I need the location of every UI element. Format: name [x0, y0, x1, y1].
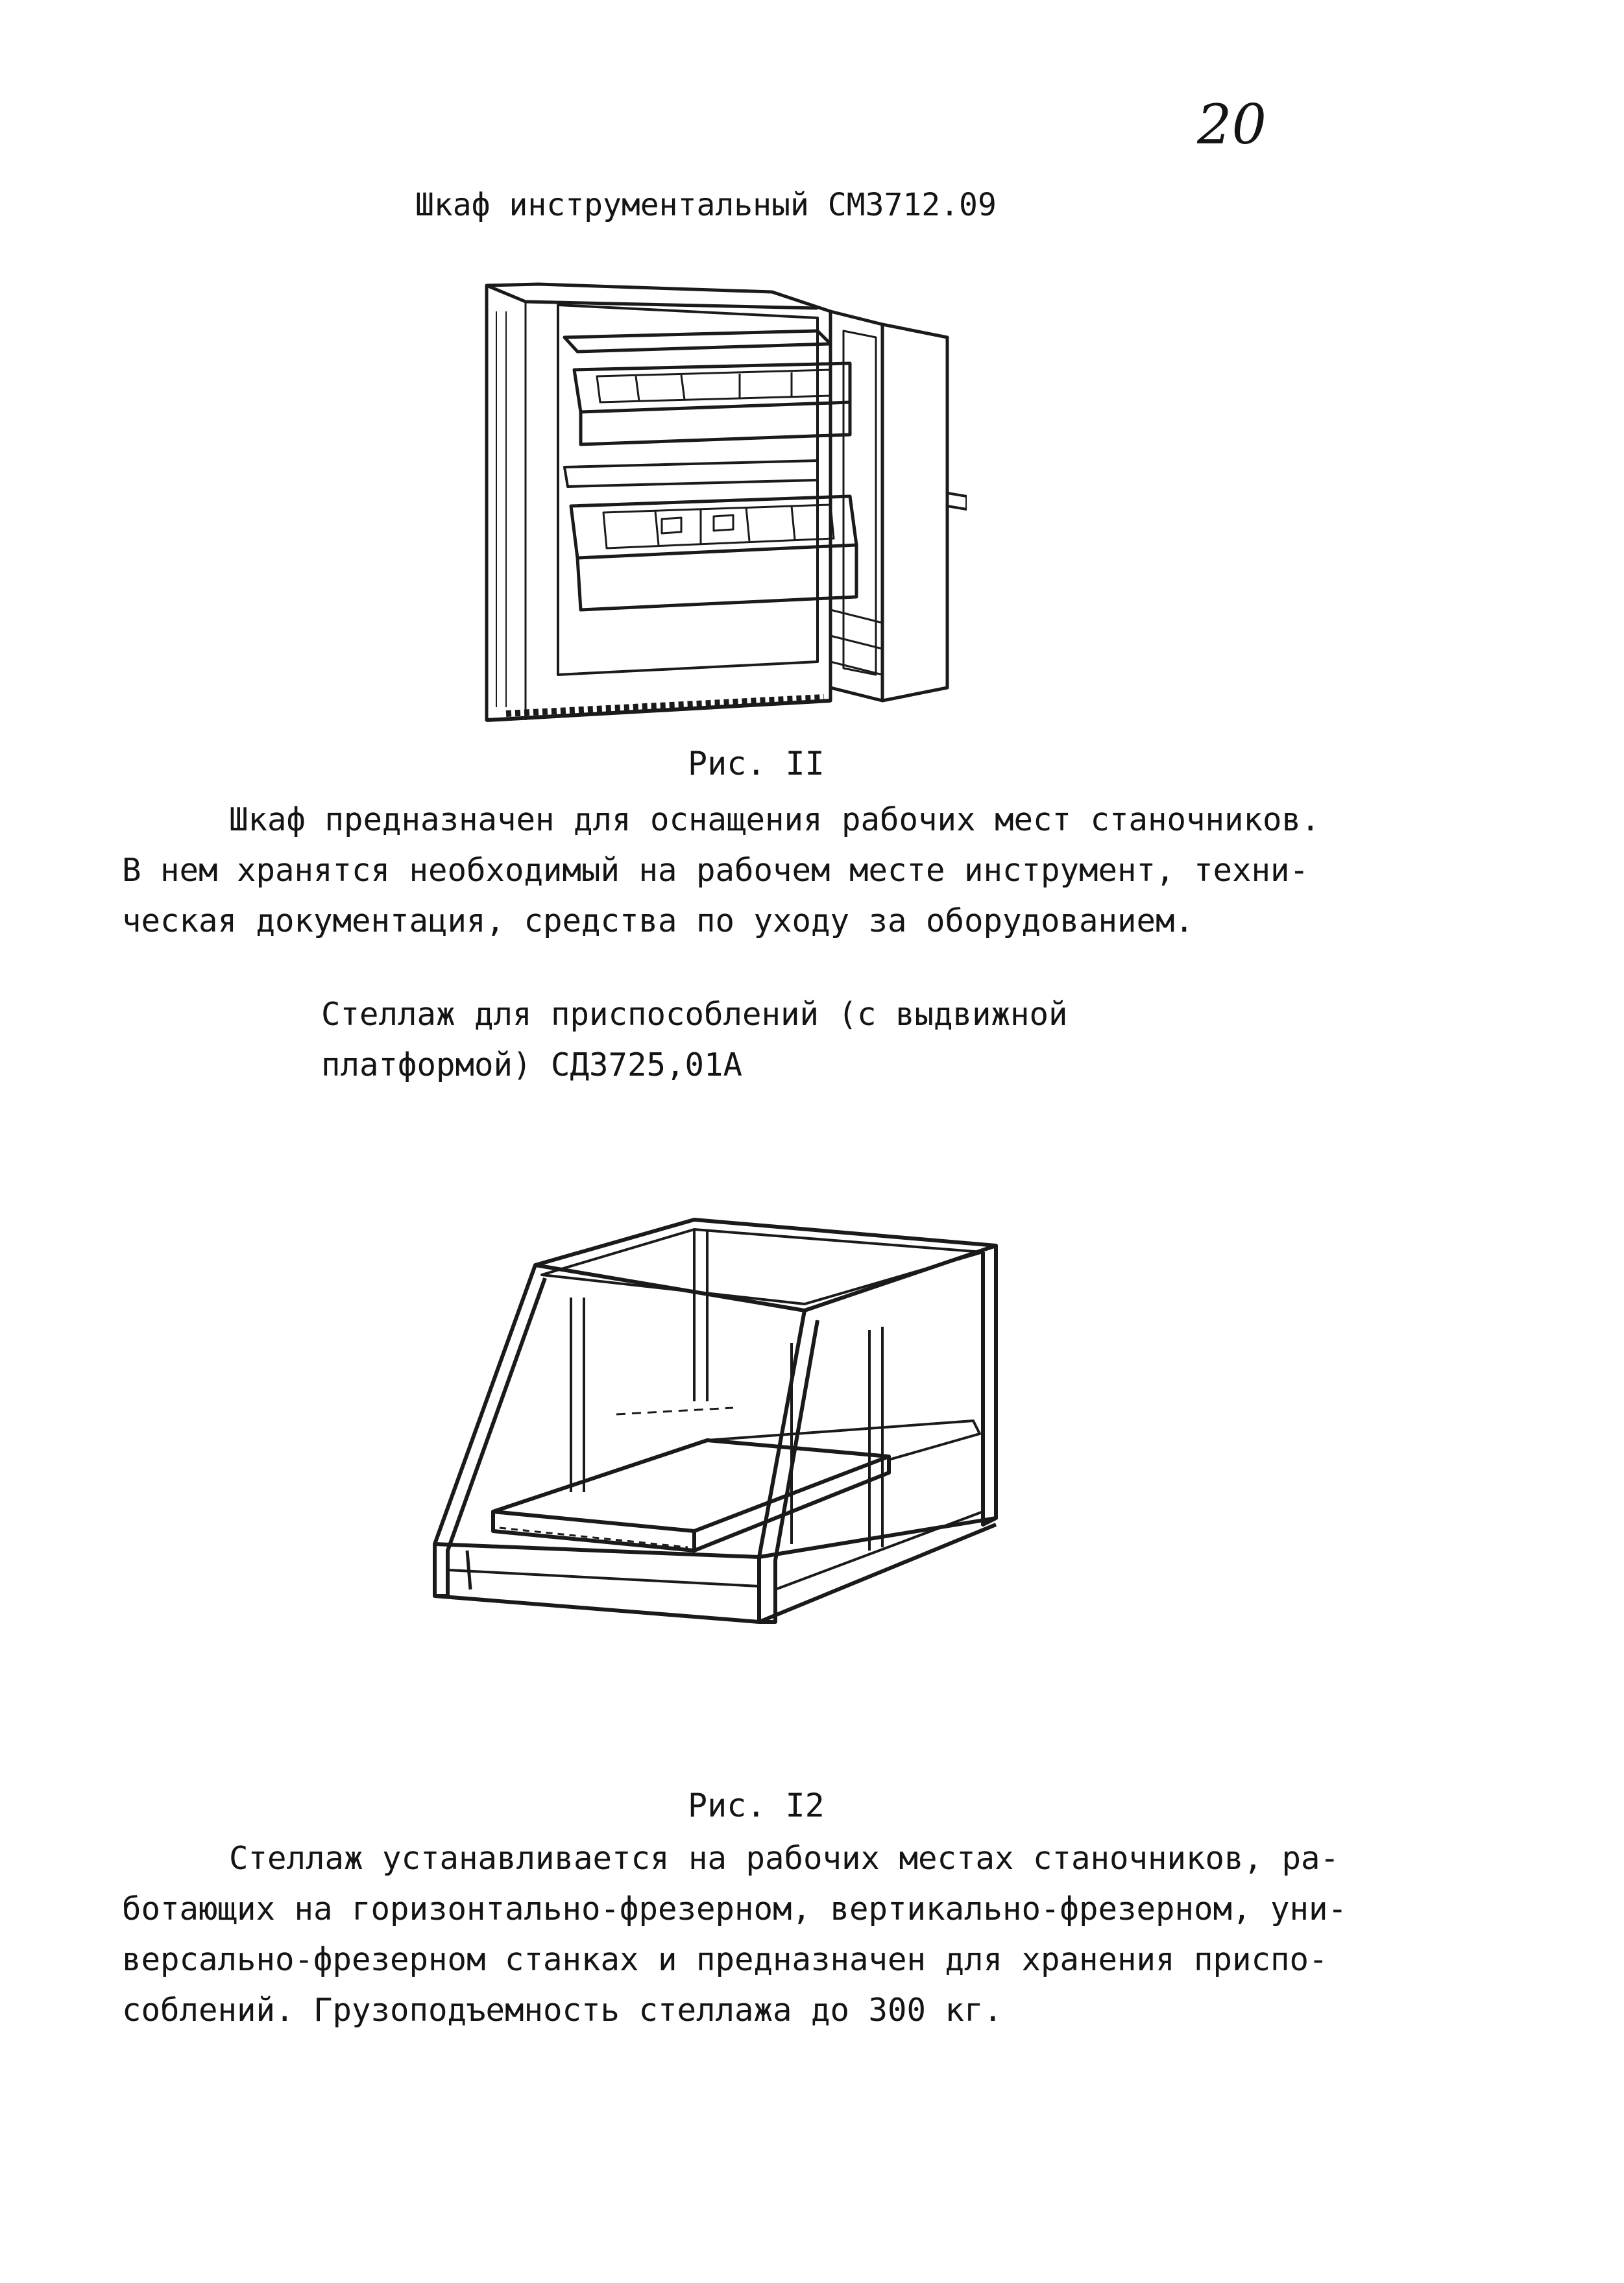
rack-description-line-4: соблений. Грузоподъемность стеллажа до 300 кг. — [122, 1992, 1003, 2029]
tool-cabinet-drawing — [467, 272, 967, 740]
fixture-rack-drawing — [422, 1207, 1019, 1674]
rack-title-line-1: Стеллаж для приспособлений (с выдвижной — [321, 996, 1068, 1033]
rack-description-line-1: Стеллаж устанавливается на рабочих местах станочников, ра- — [229, 1840, 1340, 1877]
rack-description-line-3: версально-фрезерном станках и предназначен для хранения приспо- — [122, 1941, 1328, 1978]
cabinet-description-line-3: ческая документация, средства по уходу за оборудованием. — [122, 902, 1194, 939]
rack-figure — [422, 1207, 1019, 1674]
rack-description-line-2: ботающих на горизонтально-фрезерном, вертикально-фрезерном, уни- — [122, 1890, 1348, 1927]
figure-11-caption: Рис. II — [688, 745, 825, 782]
rack-title-line-2: платформой) СД3725,01А — [321, 1046, 743, 1083]
cabinet-figure — [467, 272, 967, 740]
rack-title — [321, 989, 1068, 1091]
cabinet-description-line-1: Шкаф предназначен для оснащения рабочих мест станочников. — [229, 801, 1320, 838]
rack-description — [122, 1833, 1347, 2036]
cabinet-description-line-2: В нем хранятся необходимый на рабочем месте инструмент, техни- — [122, 852, 1309, 889]
figure-12-caption: Рис. I2 — [688, 1787, 825, 1824]
cabinet-description — [122, 795, 1320, 947]
cabinet-title: Шкаф инструментальный СМ3712.09 — [415, 187, 997, 223]
page-number: 20 — [1197, 93, 1266, 156]
